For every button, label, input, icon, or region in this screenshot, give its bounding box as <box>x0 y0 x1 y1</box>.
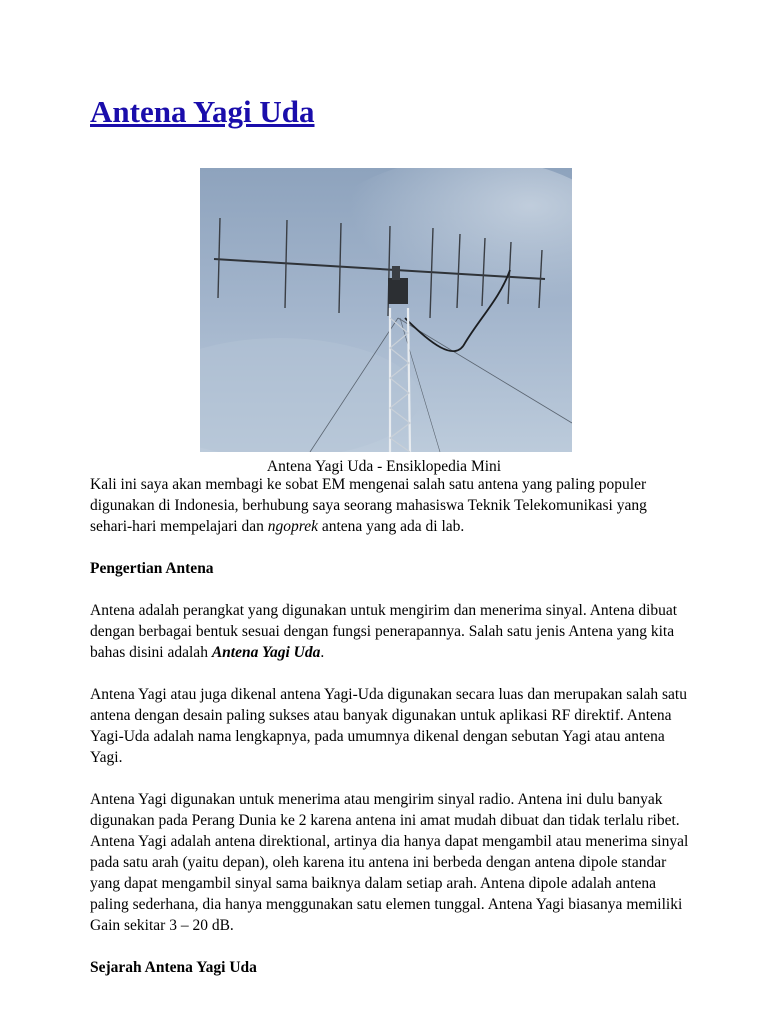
page-title <box>90 94 315 130</box>
antenna-figure <box>200 168 572 452</box>
intro-text-end: antena yang ada di lab. <box>317 518 465 535</box>
section-heading-sejarah: Sejarah Antena Yagi Uda <box>90 959 257 976</box>
definition-text-end: . <box>320 644 325 661</box>
intro-italic: ngoprek <box>267 518 318 535</box>
title-link[interactable]: Antena Yagi Uda <box>90 94 315 129</box>
intro-paragraph <box>90 474 690 537</box>
figure-caption: Antena Yagi Uda - Ensiklopedia Mini <box>266 458 502 475</box>
section-heading-pengertian: Pengertian Antena <box>90 560 214 577</box>
paragraph-yagi-usage: Antena Yagi digunakan untuk menerima atau mengirim sinyal radio. Antena ini dulu banyak digunakan pada Perang Dunia ke 2 karena antena ini amat mudah dibuat dan tidak terlalu ribet. Antena Yagi adalah antena direktional, artinya dia hanya dapat mengambil atau menerima sinyal pada satu arah (yaitu depan), oleh karena itu antena ini berbeda dengan antena dipole standar yang dapat mengambil sinyal sama baiknya dalam setiap arah. Antena dipole adalah antena paling sederhana, dia hanya menggunakan satu elemen tunggal. Antena Yagi biasanya memiliki Gain sekitar 3 – 20 dB. <box>90 791 689 934</box>
paragraph-yagi-uda: Antena Yagi atau juga dikenal antena Yagi-Uda digunakan secara luas dan merupakan salah satu antena dengan desain paling sukses atau banyak digunakan untuk aplikasi RF direktif. Antena Yagi-Uda adalah nama lengkapnya, pada umumnya dikenal dengan sebutan Yagi atau antena Yagi. <box>90 686 687 766</box>
yagi-antenna-photo <box>200 168 572 452</box>
definition-emphasis: Antena Yagi Uda <box>211 644 321 661</box>
intro-text: Kali ini saya akan membagi ke sobat EM mengenai salah satu antena yang paling populer digunakan di Indonesia, berhubung saya seorang mahasiswa Teknik Telekomunikasi yang sehari-hari mempelajari dan <box>90 476 647 535</box>
article-body <box>90 474 690 999</box>
paragraph-definition <box>90 600 690 663</box>
definition-text: Antena adalah perangkat yang digunakan untuk mengirim dan menerima sinyal. Antena dibuat dengan berbagai bentuk sesuai dengan fungsi penerapannya. Salah satu jenis Antena yang kita bahas disini adalah <box>90 602 678 661</box>
